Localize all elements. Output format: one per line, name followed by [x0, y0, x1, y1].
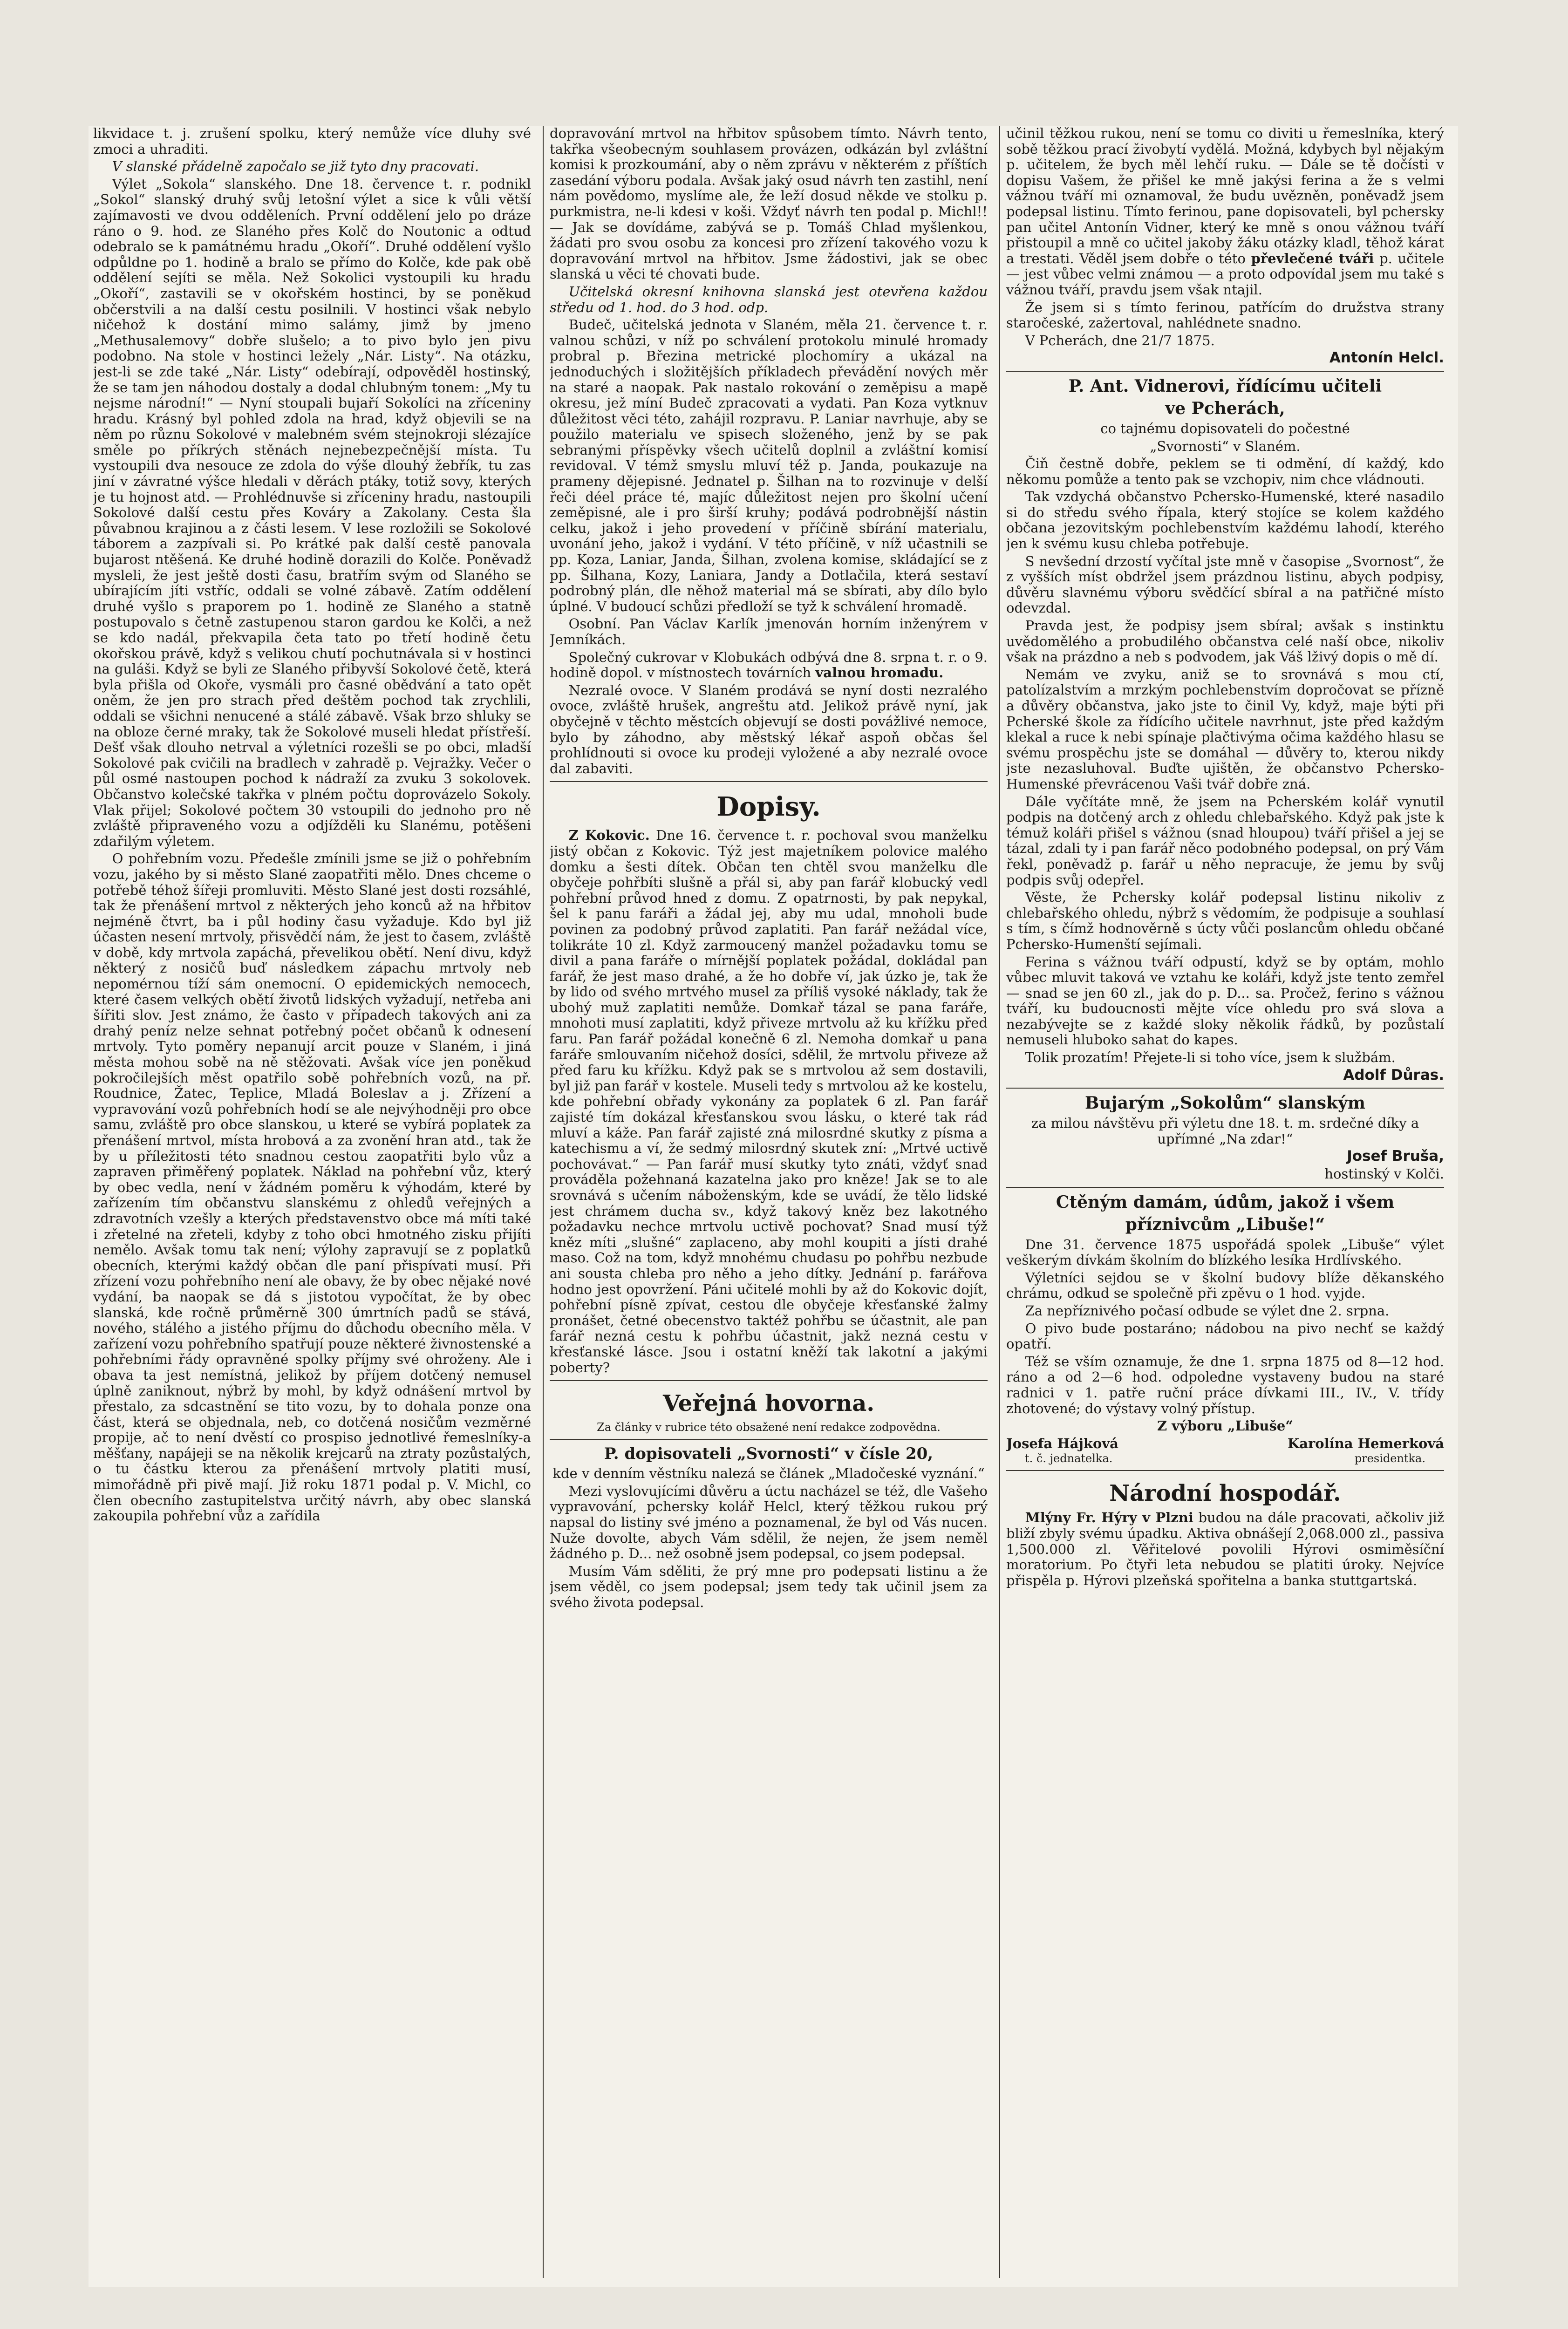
thanks-text: za milou návštěvu při výletu dne 18. t. m. srdečné díky a upřímné „Na zdar!“ [1031, 1115, 1419, 1147]
section-divider [1006, 1470, 1444, 1471]
announcement-paragraph: O pivo bude postaráno; nádobou na pivo nechť se každý opatří. [1006, 1320, 1444, 1352]
section-divider [550, 1380, 988, 1381]
open-letter-title: P. Ant. Vidnerovi, řídícímu učiteli [1068, 376, 1382, 396]
section-divider [550, 1439, 988, 1440]
article-paragraph: likvidace t. j. zrušení spolku, který nemůže více dluhy své zmoci a uhraditi. [93, 126, 531, 157]
section-divider [1006, 1187, 1444, 1188]
signature: Adolf Důras. [1343, 1066, 1444, 1083]
section-divider [550, 781, 988, 782]
announcement-paragraph: Dne 31. července 1875 uspořádá spolek „Libuše“ výlet veškerým dívkám školním do blízkého lesíka Hrdlívského. [1006, 1236, 1444, 1268]
open-letter-subtitle: „Svornosti“ v Slaném. [1150, 438, 1301, 454]
open-letter-paragraph: S nevšední drzostí vyčítal jste mně v časopise „Svornost“, že z vyšších míst obdržel jsem prázdnou listinu, abych podpisy, důvěru slavnému výboru svědčící sbíral a na patřičné místo odevzdal. [1006, 553, 1444, 616]
reply-subtitle: kde v denním věstníku nalezá se článek „Mladočeské vyznání.“ [552, 1465, 985, 1482]
open-letter-paragraph: Tak vzdychá občanstvo Pchersko-Humenské, které nasadilo si do středu svého řípala, který stojíce se kolem každého občana jezovitským pochlebenstvím každému lahodí, kterého jen k svému kusu chleba potřebuje. [1006, 489, 1444, 552]
economy-news: Mlýny Fr. Hýry v Plzni budou na dále pracovati, ačkoliv již bliží zbyly svému úpadku. Aktiva obnášejí 2,068.000 zl., passiva 1,500.000 zl. Věřitelové povolili Hýrovi osmiměsíční moratorium. Po čtyři leta nebudou se platiti úroky. Nejvíce přispěla p. Hýrovi plzeňská spořitelna a banka stuttgartská. [1006, 1510, 1444, 1588]
reply-body: Musím Vám sděliti, že prý mne pro podepsati listinu a že jsem věděl, co jsem podepsal; jsem tedy tak učinil jsem za svého života podepsal. [550, 1563, 988, 1610]
article-unripe-fruit: Nezralé ovoce. V Slaném prodává se nyní dosti nezralého ovoce, zvláště hrušek, angreštu atd. Jelikož právě nyní, jak obyčejně v těchto městcích objevují se dosti povážlivé nemoce, bylo by záhodno, aby městský lékař aspoň občas šel prohlídnouti si ovoce ku prodeji vyložené a aby nezralé ovoce dal zabaviti. [550, 682, 988, 776]
announcement-paragraph: Výletníci sejdou se v školní budovy blíže děkanského chrámu, odkud se společně při zpěvu o 1 hod. vyjde. [1006, 1269, 1444, 1301]
article-budec: Budeč, učitelská jednota v Slaném, měla 21. července t. r. valnou schůzi, v níž po schválení protokolu minulé hromady probral p. Březina metrické plochomíry a ukázal na jednoduchých i složitějších příkladech převádění nových měr na staré a naopak. Pak nastalo rokování o zeměpisu a mapě okresu, jež míní Budeč zpracovati a vydati. Pan Koza vytknuv důležitost věci této, zahájil rozpravu. P. Laniar navrhuje, aby se použilo materialu ve spisech složeného, jenž by se pak sebranými příspěvky všech učitelů doplnil a zvláštní komisí revidoval. V témž smyslu mluví též p. Janda, poukazuje na prameny dějepisné. Jednatel p. Šilhan na to rozvinuje v delší řeči déel práce té, majíc důležitost nejen pro školní učení zeměpisné, ale i pro širší kruhy; podává podrobnější nástin celku, jakož i jeho provedení v příčině sbírání materialu, uvonání jeho, jakož i vydání. V této příčině, v níž učastnili se pp. Koza, Laniar, Janda, Šilhan, zvolena komise, skládající se z pp. Šilhana, Kozy, Laniara, Jandy a Dotlačila, která sestaví podrobný plán, dle něhož material má se sbírati, aby dílo bylo úplné. V budoucí schůzi předloží se tyž k schválení hromadě. [550, 317, 988, 614]
section-title-dopisy: Dopisy. [716, 791, 821, 823]
committee-role: presidentka. [1354, 1452, 1425, 1465]
open-letter-paragraph: Nemám ve zvyku, aniž se to srovnává s mou ctí, patolízalstvím a mrzkým pochlebenstvím dopročovat se přízně a důvěry občanstva, jako jste to činil Vy, když, maje býti při Pcherské škole za řídícího učitele navrhnut, jste před každým klekal a ruce k nebi spínaje plačtivýma očima každého hlasu se svému prospěchu jste se domáhal — důvěry to, kterou nikdy jste nezasluhoval. Buďte ujištěn, že občanstvo Pchersko-Humenské převrácenou Vaši tvář dobře zná. [1006, 666, 1444, 792]
committee-line: Z výboru „Libuše“ [1157, 1418, 1293, 1434]
announcement-paragraph: Též se vším oznamuje, že dne 1. srpna 1875 od 8—12 hod. ráno a od 2—6 hod. odpoledne vystaveny budou na staré radnici v 1. patře ruční práce dívkami III., IV., V. třídy zhotovené; do výstavy volný přístup. [1006, 1353, 1444, 1416]
open-letter-paragraph: Ferina s vážnou tváří odpustí, když se by optám, mohlo vůbec mluvit taková ve vztahu ke koláři, když jste tento zemřel — snad se jen 60 zl., jak do p. D... sa. Pročež, ferino s vážnou tváří, ku budoucnosti mějte více ohledu pro svá slova a nezabývejte se z každé sloky několik řádků, by pozůstalí nemuseli hluboko sahat do kapes. [1006, 953, 1444, 1048]
signature-role: hostinský v Kolči. [1324, 1166, 1444, 1182]
article-paragraph: Učitelská okresní knihovna slanská jest otevřena každou středu od 1. hod. do 3 hod. odp. [550, 283, 988, 315]
article-paragraph: V slanské přádelně započalo se již tyto dny pracovati. [112, 158, 479, 175]
announcement-paragraph: Za nepříznivého počasí odbude se výlet dne 2. srpna. [1025, 1303, 1390, 1319]
article-personal: Osobní. Pan Václav Karlík jmenován horním inženýrem v Jemníkách. [550, 616, 988, 647]
reply-continuation: učinil těžkou rukou, není se tomu co diviti u řemeslníka, který sobě těžkou prací živobytí vydělá. Možná, kdybych byl nějakým p. učitelem, že bych měl lehčí ruku. — Dále se tě dočísti v dopisu Vašem, že přišel ke mně jakýsi ferina a že s velmi vážnou tváří mi oznamoval, že budu uvězněn, poněvadž jsem podepsal listinu. Tímto ferinou, pane dopisovateli, byl pchersky pan učitel Antonín Vidner, který ke mně s onou vážnou tváří přistoupil a mně co učitel jakoby žáku otázky kladl, těhož kárat a trestati. Věděl jsem dobře o této převlečené tváři p. učitele — jest vůbec velmi známou — a proto odpovídal jsem mu také s vážnou tváří, pravdu jsem však ntajil. [1006, 126, 1444, 298]
newspaper-page [89, 126, 1458, 2287]
section-note: Za články v rubrice této obsažené není redakce zodpovědna. [597, 1421, 941, 1434]
announcement-title: příznivcům „Libuše!“ [1125, 1214, 1325, 1234]
open-letter-subtitle: co tajnému dopisovateli do počestné [1100, 420, 1350, 436]
article-sokol-trip: Výlet „Sokola“ slanského. Dne 18. července t. r. podnikl „Sokol“ slanský druhý svůj letošní výlet a sice k vůli větší zajímavosti ve dvou odděleních. První oddělení jelo po dráze ráno o 9. hod. ze Slaného přes Kolč do Noutonic a odtud odebralo se k památnému hradu „Okoří“. Druhé oddělení vyšlo odpůldne po 1. hodině a bralo se přímo do Kolče, kde pak obě oddělení sejíti se měla. Než Sokolici vystoupili ku hradu „Okoří“, zastavili se v okořském hostinci, by se poněkud občerstvili a na další cestu posilnili. V hostinci však nebylo ničehož k dostání mimo salámy, jimž by jmeno „Methusalemovy“ dobře slušelo; a to pivo bylo jen pivu podobno. Na stole v hostinci ležely „Nár. Listy“. Na otázku, jest-li se zde také „Nár. Listy“ odebírají, odpověděl hostinský, že se tam jen náhodou dostaly a dodal chlubným tonem: „My tu nejsme národní!“ — Nyní stoupali bujaří Sokolíci na zříceniny hradu. Krásný byl pohled zdola na hrad, když objevili se na něm po různu Sokolové v malebném svém stejnokroji slézajíce směle po příkrých stěnách nejnebezpečnější místa. Tu vystoupili dva nesouce ze zdola do výše dlouhý žebřík, tu zas jiní v závratné výšce hledali v děrách ptáky, totiž sovy, kterých je tu hojnost atd. — Prohlédnuvše si zříceniny hradu, nastoupili Sokolové další cestu přes Kováry a Zakolany. Cesta šla půvabnou krajinou a z části lesem. V lese rozložili se Sokolové táborem a zazpívali si. Po krátké pak další cestě panovala bujarost ntěšená. Ke druhé hodině dorazili do Kolče. Poněvadž mysleli, že jest ještě dosti času, bratřím svým od Slaného se ubírajícím jíti vstříc, oddali se volné zábavě. Zatím oddělení druhé vyšlo s praporem po 1. hodině ze Slaného a statně postupovalo s četně zastupenou staron gardou ke Kolči, a než se kdo nadál, překvapila četa tato po třetí hodině četu okořskou právě, když s velikou chutí pochutnávala si v hostinci na guláši. Když se byli ze Slaného přibyvší Sokolové četě, která byla přišla od Okoře, vysmáli pro časné obědvání a tato opět oněm, že jen pro strach před deštěm pochod tak zrychlili, oddali se všichni nenucené a stálé zábavě. Však brzo shluky se na obloze černé mraky, tak že Sokolové museli hledat přístřeší. Dešť však dlouho netrval a výletníci rozešli se po obci, mladší Sokolové pak cvičili na bradlech v zahradě p. Vejražky. Večer o půl osmé nastoupen pochod k nádraží za zvuku 3 sokolovek. Občanstvo kolečské takřka v plném počtu doprovázelo Sokoly. Vlak přijel; Sokolové počtem 30 vstoupili do jednoho pro ně zvláště připraveného vozu a odjížděli ku Slanému, potěšeni zdařilým výletem. [93, 176, 531, 849]
article-sugar-factory: Společný cukrovar v Klobukách odbývá dne 8. srpna t. r. o 9. hodině dopol. v místnostech továrních valnou hromadu. [550, 649, 988, 681]
committee-names [1006, 1436, 1444, 1452]
article-funeral-car: O pohřebním vozu. Předešle zmínili jsme se již o pohřebním vozu, jakého by si město Slané zaopatřiti mělo. Dnes chceme o potřebě téhož šířeji promluviti. Město Slané jest dosti rozsáhlé, tak že přenášení mrtvol z některých jeho konců až na hřbitov nejméně čtvrt, ba i půl hodiny času vyžaduje. Kdo byl již účasten nesení mrtvoly, přisvědčí nám, že jest to časem, zvláště v době, kdy mrtvola zapáchá, převelikou obětí. Není divu, když některý z nosičů buď následkem zápachu mrtvoly neb nepomérnou tíží sám onemocní. O epidemických nemocech, které časem velkých obětí životů lidských vyžadují, netřeba ani šířiti slov. Jest známo, že často v případech takových ani za drahý peníz nelze sehnat potřebný počet občanů k odnesení mrtvoly. Tyto poměry nepanují arcit pouze v Slaném, i jiná města mohou sobě na ně stěžovati. Avšak více jen poněkud pokročilejších měst opatřilo sobě pohřebních vozů, na př. Roudnice, Žatec, Teplice, Mladá Boleslav a j. Zřízení a vypravování vozů pohřebních hodí se ale nejvýhodněji pro obce samu, zvláště pro obce slanskou, u které se vybírá poplatek za přenášení mrtvol, místa hrobová a za zvonění hran atd., tak že by u příležitosti této snadnou cestou zaopatřiti bylo vůz a zapraven přiměřený poplatek. Náklad na pohřební vůz, který by obec vedla, není v žádném poměru k výhodám, které by zařízením tím občanstvu slanskému z ohledů veřejných a zdravotních vzešly a kterých představenstvo obce má míti také i zřetelné na zřeteli, kdyby z toho obci hmotného zisku přijíti nemělo. Avšak tomu tak není; výlohy zapravují se z poplatků obecních, kterými každý občan dle paní přispívati musí. Při zřízení vozu pohřebního není ale obavy, že by obec nějaké nové vydání, ba naopak se dá s jistotou vypočítat, že by obec slanská, kde ročně průměrně 300 úmrtních padů se stává, nového, stálého a jistého příjmu do důchodu obecního měla. V zařízení vozu pohřebního spatřují pouze některé živnostenské a pohřebními řády opravněné spolky příjmy své ohroženy. Ale i obava ta jest nemístná, jelikož by příjem dotčený nemusel úplně zaniknout, nýbrž by mohl, by když odnášení mrtvol by přestalo, za sdcastnění se tito vozu, by to dohala ponze ona část, která se objednala, neb, co dotčená nosičům vezměrné propije, ač to není dvěstí co prospiso jednotlivé řemeslníky-a měšťany, napájeji se na několik krejcarů na ztraty pozůstalých, o tu částku kterou za přenášení mrtvoly platiti musí, mimořádně při pivě mají. Již roku 1871 podal p. V. Michl, co člen obecního zastupitelstva určitý návrh, aby obec slanská zakoupila pohřební vůz a zařídila [93, 851, 531, 1524]
reply-paragraph: Že jsem si s tímto ferinou, patřícím do družstva strany staročeské, zažertoval, nahlédnete snadno. [1006, 299, 1444, 331]
open-letter-paragraph: Pravda jest, že podpisy jsem sbíral; avšak s instinktu uvědomělého a probudilého občanstva celé naší obce, nikoliv však na prázdno a neb s podvodem, jak Váš lživý dopis o mě dí. [1006, 618, 1444, 665]
open-letter-paragraph: Čiň čestně dobře, peklem se ti odmění, dí každý, kdo někomu pomůže a tento pak se vzchopiv, nim chce vládnouti. [1006, 456, 1444, 487]
thanks-title: Bujarým „Sokolům“ slanským [1085, 1093, 1365, 1113]
open-letter-paragraph: Věste, že Pchersky kolář podepsal listinu nikoliv z chlebařského ohledu, nýbrž s vědomím, že podpisuje a souhlasí s tím, s čímž hodnověrně s úcty vůči poslancům ohledu občané Pchersko-Humenští sejímali. [1006, 889, 1444, 952]
section-divider [1006, 1088, 1444, 1089]
reply-body: Mezi vyslovujícími důvěru a úctu nacházel se též, dle Vašeho vypravování, pchersky kolář Helcl, který těžkou rukou prý napsal do listiny své jméno a poznamenal, že byl od Vás nucen. Nuže dovolte, abych Vám sdělil, že nejen, že jsem neměl žádného p. D... než osobně jsem podepsal, co jsem podepsal. [550, 1483, 988, 1562]
article-paragraph: dopravování mrtvol na hřbitov spůsobem tímto. Návrh tento, takřka všeobecným souhlasem provázen, odkázán byl zvláštní komisi k prozkoumání, aby o něm zprávu v některém z příštích zasedání výboru podala. Avšak jaký osud návrh ten zastihl, není nám povědomo, myslíme ale, že leží dosud někde ve stolku p. purkmistra, ne-li kdesi v koši. Vždyť návrh ten podal p. Michl!! — Jak se dovídáme, zabývá se p. Tomáš Chlad myšlenkou, žádati pro svou osobu za koncesi pro zřízení takového vozu k dopravování mrtvol na hřbitov. Jsme žádostivi, jak se obec slanská u věci té chovati bude. [550, 126, 988, 282]
signature: Antonín Helcl. [1329, 349, 1444, 367]
signature: Josef Bruša, [1347, 1148, 1444, 1165]
committee-name: Karolína Hemerková [1288, 1435, 1444, 1451]
section-title-narodni: Národní hospodář. [1109, 1480, 1341, 1507]
committee-roles [1006, 1451, 1444, 1465]
letter-kokovice: Z Kokovic. Dne 16. července t. r. pochoval svou manželku jistý občan z Kokovic. Týž jest majetníkem polovice malého domku a šesti dítek. Občan ten chtěl svou manželku dle obyčeje pohřbíti slušně a přál si, aby pan farář klobucký vedl pohřební průvod hned z domu. Z opatrnosti, by pak nepykal, šel k panu faráři a žádal jej, aby mu udal, mnoholi bude povinen za podobný průvod zaplatiti. Pan farář nežádal více, tolikráte 10 zl. Když zarmoucený manžel požadavku tomu se divil a pana faráře o mírnější poplatek požádal, dokládal pan farář, že jest maso drahé, a že ho dobře ví, jak úzko je, tak že by lido od svého mrtvého musel za příliš vysoké náklady, tak že ubohý muž zaplatiti nemůže. Domkař tázal se pana faráře, mnohoti musí zaplatiti, když přiveze mrtvolu až ku křížku před faru. Pan farář požádal konečně 6 zl. Nemoha domkař u pana faráře smlouvaním ničehož dosíci, sdělil, že mrtvolu přiveze až před faru ku křížku. Když pak se s mrtvolou až sem dostavili, byl již pan farář v kostele. Museli tedy s mrtvolou až ke kostelu, kde pohřební obřady vykonány za poplatek 6 zl. Pan farář zajisté tím dokázal křesťanskou svou lásku, o které tak rád mluví a káže. Pan farář zajisté zná milosrdné skutky z písma a katechismu a ví, že sedmý milosrdný skutek zní: „Mrtvé uctivě pochovávat.“ — Pan farář musí skutky tyto znáti, vždyť snad prováděla požehnaná kazatelna jako pro kněze! Jak se to ale srovnává s učením náboženským, kde se uvádí, že tělo lidské jest chrámem ducha sv., když takový kněz bez lakotného požadavku nechce mrtvolu uctivě pochovat? Snad musí týž kněz míti „slušné“ zaplaceno, aby mohl koupiti a jísti drahé maso. Což na tom, když mnohému chudasu po pohřbu nezbude ani sousta chleba pro něho a jeho dítky. Jednání p. farářova hodno jest opovržení. Páni učitelé mohli by až do Kokovic dojít, pohřební písně zpívat, cestou dle obyčeje křesťanské žalmy pronášet, četné obecenstvo taktéž pohřbu se účastnit, ale pan farář nezná cestu k pohřbu účastnit, jakž nezná cestu v křesťanské lásce. Jsou i ostatní kněží tak lakotní a jakými poberty? [550, 827, 988, 1376]
open-letter-paragraph: Tolik prozatím! Přejete-li si toho více, jsem k službám. [1025, 1049, 1396, 1066]
dateline: V Pcherách, dne 21/7 1875. [1025, 332, 1215, 348]
committee-name: Josefa Hájková [1006, 1435, 1118, 1451]
section-divider [1006, 371, 1444, 372]
announcement-title: Ctěným damám, údům, jakož i všem [1056, 1192, 1395, 1212]
committee-role: t. č. jednatelka. [1025, 1452, 1113, 1465]
section-title-verejna: Veřejná hovorna. [662, 1390, 875, 1417]
column-2 [550, 126, 988, 2278]
column-3 [1006, 126, 1444, 2278]
open-letter-paragraph: Dále vyčítáte mně, že jsem na Pcherském kolář vynutil podpis na dotčený arch z ohledu chlebařského. Když pak jste k témuž koláři přišel s vážnou (snad hloupou) tváří přišel a jej se tázal, zdali ty i pan farář něco podobného podepsal, on prý Vám řekl, poněvadž p. farář u něho nepracuje, že jemu by svůj podpis svůj odepřel. [1006, 793, 1444, 888]
open-letter-title: ve Pcherách, [1165, 398, 1285, 418]
column-rule [543, 126, 544, 2278]
reply-title: P. dopisovateli „Svornosti“ v čísle 20, [604, 1444, 934, 1464]
column-1 [93, 126, 531, 2278]
column-rule [999, 126, 1000, 2278]
